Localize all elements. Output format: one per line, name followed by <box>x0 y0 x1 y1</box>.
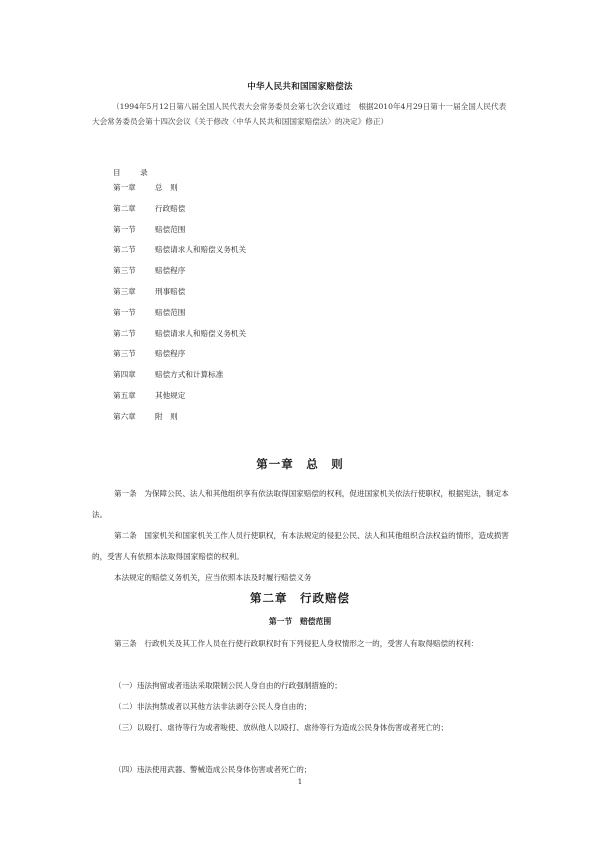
article-3-item-3 <box>92 717 510 738</box>
toc-item-number: 第一节 <box>113 224 136 234</box>
toc-item <box>113 265 246 286</box>
chapter-one-title: 第一章 总 则 <box>256 457 344 471</box>
article-2-paragraph-2 <box>92 567 510 588</box>
toc-item-title: 赔偿请求人和赔偿义务机关 <box>155 328 247 338</box>
toc-item-number: 第三章 <box>113 286 136 296</box>
article-2-paragraph-2-text: 本法规定的赔偿义务机关，应当依照本法及时履行赔偿义务 <box>114 573 312 582</box>
article-3-item-4: （四）违法使用武器、警械造成公民身体伤害或者死亡的； <box>114 765 312 774</box>
toc-item-title: 赔偿程序 <box>155 349 186 359</box>
chapter-two-title: 第二章 行政赔偿 <box>250 591 350 605</box>
toc-item <box>113 203 246 224</box>
table-of-contents <box>113 182 246 432</box>
toc-item <box>113 411 246 432</box>
toc-item-number: 第四章 <box>113 370 136 380</box>
toc-item-title: 赔偿请求人和赔偿义务机关 <box>155 245 247 255</box>
article-3-item-3-text: （三）以殴打、虐待等行为或者唆使、放纵他人以殴打、虐待等行为造成公民身体伤害或者死亡的； <box>114 723 449 732</box>
amendment-note-text: （1994年5月12日第八届全国人民代表大会常务委员会第七次会议通过 根据2010年4月29日第十一届全国人民代表大会常务委员会第十四次会议《关于修改〈中华人民共和国国家赔偿法〉的决定》修正） <box>92 102 507 126</box>
toc-item <box>113 369 246 390</box>
toc-item <box>113 182 246 203</box>
article-3-text: 第三条 行政机关及其工作人员在行使行政职权时有下列侵犯人身权情形之一的，受害人有取得赔偿的权利： <box>114 639 479 648</box>
toc-item <box>113 307 246 328</box>
article-3 <box>92 633 510 654</box>
toc-item <box>113 390 246 411</box>
toc-item-title: 赔偿方式和计算标准 <box>155 370 224 380</box>
toc-item-number: 第三节 <box>113 266 136 276</box>
toc-heading: 目 录 <box>113 168 154 177</box>
toc-item-number: 第三节 <box>113 349 136 359</box>
toc-item-number: 第一章 <box>113 183 136 192</box>
toc-item-number: 第六章 <box>113 411 136 421</box>
toc-item-number: 第二节 <box>113 328 136 338</box>
toc-item-number: 第一节 <box>113 307 136 317</box>
toc-item <box>113 286 246 307</box>
toc-item-title: 赔偿范围 <box>155 224 186 234</box>
toc-item-title: 行政赔偿 <box>155 203 186 213</box>
toc-item <box>113 328 246 349</box>
toc-item <box>113 348 246 369</box>
toc-item <box>113 224 246 245</box>
page-number: 1 <box>297 778 303 786</box>
toc-item-title: 赔偿范围 <box>155 307 186 317</box>
article-3-item-1: （一）违法拘留或者违法采取限制公民人身自由的行政强制措施的； <box>114 681 342 690</box>
toc-item-title: 刑事赔偿 <box>155 286 186 296</box>
article-1 <box>92 483 510 525</box>
toc-item-number: 第二节 <box>113 245 136 255</box>
section-one-title: 第一节 赔偿范围 <box>268 617 332 626</box>
toc-item-title: 赔偿程序 <box>155 266 186 276</box>
article-1-text: 第一条 为保障公民、法人和其他组织享有依法取得国家赔偿的权利，促进国家机关依法行使职权，根据宪法，制定本法。 <box>92 489 509 519</box>
toc-item-title: 总 则 <box>155 183 178 192</box>
toc-item-title: 附 则 <box>155 411 178 421</box>
toc-item-title: 其他规定 <box>155 390 186 400</box>
toc-item-number: 第五章 <box>113 390 136 400</box>
article-3-item-2: （二）非法拘禁或者以其他方法非法剥夺公民人身自由的； <box>114 702 312 711</box>
toc-item-number: 第二章 <box>113 203 136 213</box>
toc-item <box>113 244 246 265</box>
document-title: 中华人民共和国国家赔偿法 <box>247 82 353 92</box>
article-2 <box>92 525 510 567</box>
amendment-note <box>92 100 512 129</box>
article-2-text: 第二条 国家机关和国家机关工作人员行使职权，有本法规定的侵犯公民、法人和其他组织合法权益的情形，造成损害的，受害人有依照本法取得国家赔偿的权利。 <box>92 531 509 561</box>
